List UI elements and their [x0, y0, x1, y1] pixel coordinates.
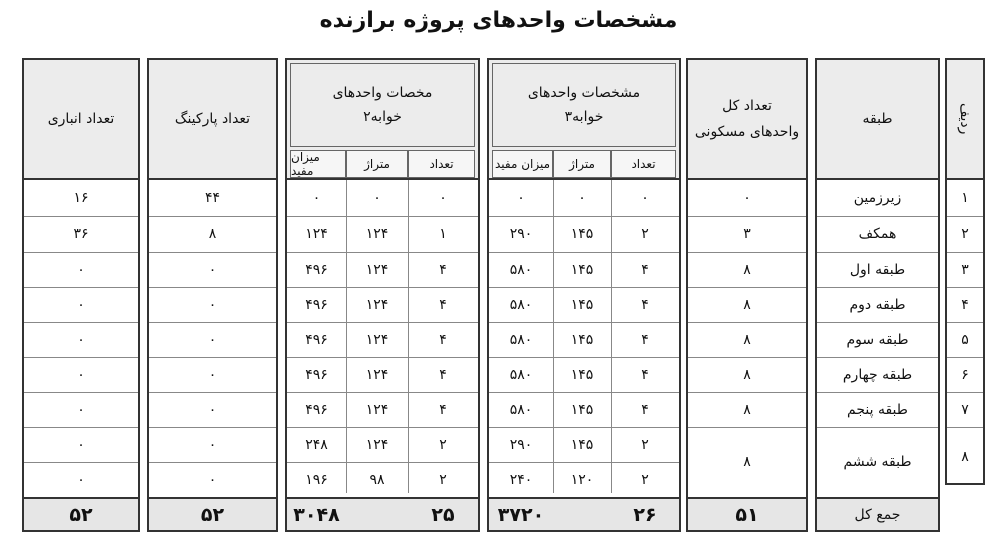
useful-cell: ۵۸۰: [509, 366, 533, 383]
floor-name: همکف: [858, 226, 897, 242]
header-line: واحدهای مسکونی: [694, 124, 800, 140]
total-units-sum: ۵۱: [735, 503, 759, 526]
count-cell: ۱: [439, 226, 447, 242]
count-cell: ۴: [439, 296, 447, 313]
useful-cell: ۵۸۰: [509, 401, 533, 418]
b2-useful-sum: ۳۰۴۸: [293, 503, 340, 526]
count-cell: ۲: [439, 471, 447, 488]
radif-cell: ۵: [961, 331, 969, 348]
count-cell: ۴: [641, 261, 649, 278]
total-row: [24, 497, 138, 530]
parking-cell: ۸: [208, 226, 217, 242]
count-cell: ۴: [439, 366, 447, 383]
area-cell: ۱۲۴: [365, 226, 389, 242]
sub-header-count: تعداد: [408, 150, 475, 178]
count-cell: ۲: [641, 436, 649, 453]
floor-name: طبقه پنجم: [847, 401, 908, 418]
area-cell: ۱۲۴: [365, 401, 389, 418]
area-cell: ۰: [578, 190, 586, 206]
count-cell: ۴: [439, 401, 447, 418]
parking-cell: ۰: [208, 331, 217, 348]
storage-cell: ۰: [77, 366, 85, 383]
useful-cell: ۵۸۰: [509, 331, 533, 348]
floor-header: طبقه: [817, 60, 938, 180]
storage-cell: ۰: [77, 436, 85, 453]
b3-count-sum: ۲۶: [633, 503, 657, 526]
total-units-cell: ۰: [743, 190, 751, 206]
header-line: ۳خوابه: [564, 109, 604, 125]
total-units-header: [688, 60, 806, 180]
count-cell: ۲: [439, 436, 447, 453]
total-units-cell: ۸: [743, 454, 751, 470]
floor-name: طبقه ششم: [843, 454, 912, 470]
parking-cell: ۰: [208, 436, 217, 453]
count-cell: ۰: [439, 190, 447, 206]
area-cell: ۱۴۵: [570, 261, 594, 278]
header-line: مخصات واحدهای: [332, 85, 433, 101]
total-row: [817, 497, 938, 530]
count-cell: ۴: [439, 331, 447, 348]
storage-column-header: تعداد انباری: [24, 60, 138, 180]
area-cell: ۱۲۰: [570, 471, 594, 488]
parking-cell: ۰: [208, 261, 217, 278]
sub-header-useful: میزان مفید: [290, 150, 346, 178]
storage-cell: ۰: [77, 401, 85, 418]
three-bed-group-header: [492, 63, 676, 147]
useful-cell: ۵۸۰: [509, 296, 533, 313]
total-units-cell: ۸: [743, 366, 751, 383]
header-line: مشخصات واحدهای: [527, 85, 641, 101]
parking-cell: ۰: [208, 401, 217, 418]
parking-cell: ۰: [208, 296, 217, 313]
total-row: [287, 497, 478, 530]
sub-header-area: متراژ: [553, 150, 611, 178]
count-cell: ۴: [641, 401, 649, 418]
useful-cell: ۱۹۶: [305, 471, 328, 488]
area-cell: ۱۲۴: [365, 261, 389, 278]
total-row: [688, 497, 806, 530]
total-units-column: [686, 58, 808, 532]
parking-cell: ۰: [208, 471, 217, 488]
count-cell: ۲: [641, 226, 649, 242]
useful-cell: ۰: [517, 190, 525, 206]
radif-cell: ۴: [961, 296, 969, 313]
useful-cell: ۵۸۰: [509, 261, 533, 278]
area-cell: ۱۲۴: [365, 331, 389, 348]
page-title: مشخصات واحدهای پروژه برازنده: [319, 8, 678, 33]
area-cell: ۰: [373, 190, 381, 206]
storage-cell: ۳۶: [73, 226, 89, 242]
parking-column: [147, 58, 278, 532]
parking-cell: ۴۴: [204, 190, 221, 206]
total-label: جمع کل: [854, 506, 901, 523]
useful-cell: ۴۹۶: [305, 296, 328, 313]
header-line: تعداد کل: [722, 98, 772, 114]
sub-header-useful: میزان مفید: [492, 150, 553, 178]
floor-name: طبقه چهارم: [842, 366, 913, 383]
parking-cell: ۰: [208, 366, 217, 383]
header-line: ۲خوابه: [363, 109, 402, 125]
floor-name: طبقه سوم: [846, 331, 909, 348]
area-cell: ۱۴۵: [570, 366, 594, 383]
floor-name: طبقه دوم: [849, 296, 906, 313]
area-cell: ۱۴۵: [570, 436, 594, 453]
b2-count-sum: ۲۵: [431, 503, 455, 526]
total-units-cell: ۸: [743, 261, 751, 278]
storage-cell: ۰: [77, 296, 85, 313]
sub-header-area: متراژ: [346, 150, 408, 178]
area-cell: ۱۴۵: [570, 331, 594, 348]
total-units-cell: ۳: [743, 226, 751, 242]
useful-cell: ۴۹۶: [305, 401, 328, 418]
storage-sum: ۵۲: [69, 503, 93, 526]
area-cell: ۱۲۴: [365, 436, 389, 453]
total-units-cell: ۸: [743, 296, 751, 313]
useful-cell: ۲۹۰: [509, 436, 533, 453]
useful-cell: ۰: [312, 190, 321, 206]
storage-cell: ۰: [77, 471, 85, 488]
three-bed-group: [487, 58, 681, 532]
useful-cell: ۴۹۶: [305, 331, 328, 348]
total-row: [149, 497, 276, 530]
useful-cell: ۲۴۸: [305, 436, 328, 453]
two-bed-group-header: [290, 63, 475, 147]
floor-name: طبقه اول: [849, 261, 906, 278]
useful-cell: ۲۹۰: [509, 226, 533, 242]
storage-column: [22, 58, 140, 532]
area-cell: ۹۸: [369, 471, 385, 488]
useful-cell: ۴۹۶: [305, 366, 328, 383]
total-units-cell: ۸: [743, 331, 751, 348]
parking-column-header: تعداد پارکینگ: [149, 60, 276, 180]
radif-cell: ۲: [961, 226, 969, 242]
count-cell: ۲: [641, 471, 649, 488]
area-cell: ۱۲۴: [365, 296, 389, 313]
storage-cell: ۱۶: [73, 190, 89, 206]
total-row: [489, 497, 679, 530]
floor-name: زیرزمین: [853, 190, 902, 206]
count-cell: ۴: [641, 331, 649, 348]
parking-sum: ۵۲: [200, 503, 225, 526]
storage-cell: ۰: [77, 261, 85, 278]
useful-cell: ۲۴۰: [509, 471, 533, 488]
useful-cell: ۱۲۴: [305, 226, 328, 242]
radif-column: [945, 58, 985, 485]
sub-header-count: تعداد: [611, 150, 676, 178]
count-cell: ۴: [641, 296, 649, 313]
radif-cell: ۱: [961, 190, 969, 206]
floor-column: [815, 58, 940, 532]
area-cell: ۱۲۴: [365, 366, 389, 383]
radif-cell: ۳: [961, 261, 969, 278]
two-bed-group: [285, 58, 480, 532]
area-cell: ۱۴۵: [570, 226, 594, 242]
area-cell: ۱۴۵: [570, 401, 594, 418]
radif-cell: ۷: [961, 401, 969, 418]
radif-cell: ۶: [961, 366, 969, 383]
count-cell: ۰: [641, 190, 649, 206]
radif-header: ردیف: [947, 60, 983, 180]
count-cell: ۴: [641, 366, 649, 383]
radif-cell: ۸: [961, 449, 969, 465]
b3-useful-sum: ۳۷۲۰: [497, 503, 545, 526]
area-cell: ۱۴۵: [570, 296, 594, 313]
count-cell: ۴: [439, 261, 447, 278]
storage-cell: ۰: [77, 331, 85, 348]
total-units-cell: ۸: [743, 401, 751, 418]
useful-cell: ۴۹۶: [305, 261, 328, 278]
